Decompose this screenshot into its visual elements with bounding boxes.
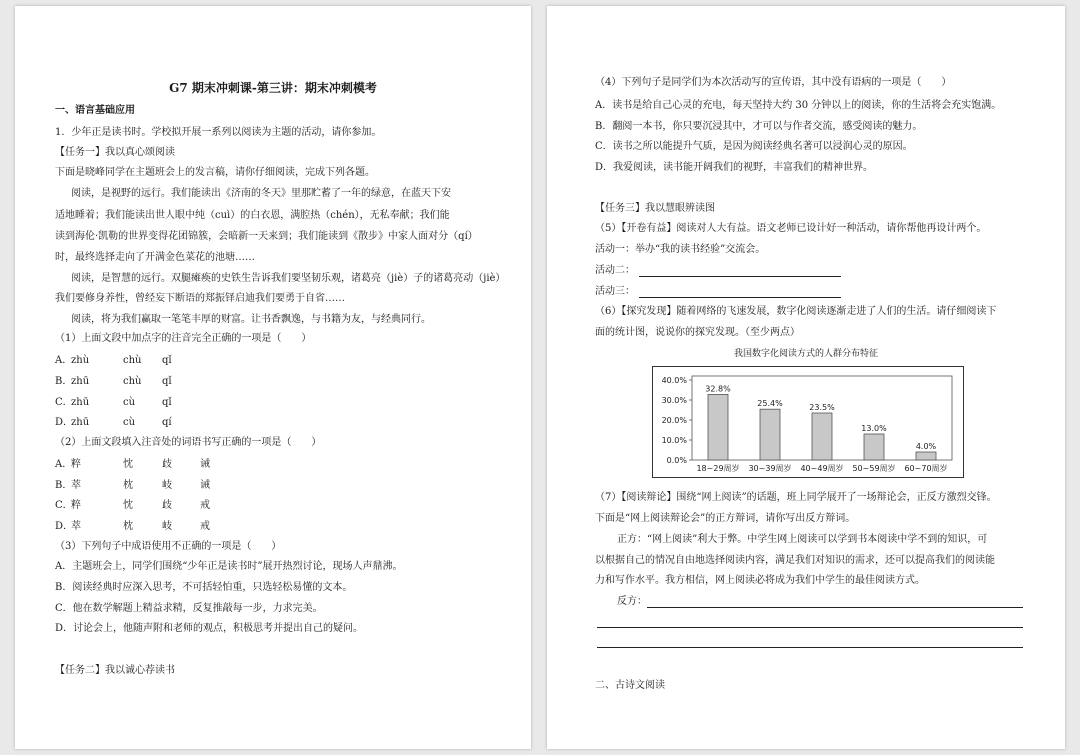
option-value: 岐 [162,480,172,491]
option-value: 枕 [123,521,133,532]
option-value: 枕 [123,480,133,491]
option-value: 粹 [71,459,81,470]
passage-line: 时，最终选择走向了开满金色菜花的池塘…… [55,252,255,263]
option-value: 忱 [123,500,133,511]
option-value: cù [123,397,136,408]
page-left [15,6,531,749]
data-label: 32.8% [705,384,731,394]
y-tick-label: 40.0% [661,376,687,385]
x-tick-label: 50~59周岁 [852,464,896,473]
option-value: 粹 [71,500,81,511]
question-6: （6）【探究发现】随着网络的飞速发展，数字化阅读逐渐走进了人们的生活。请仔细阅读下 [595,306,997,317]
option-value: 萃 [71,521,81,532]
question-7: （7）【阅读辩论】围绕“网上阅读”的话题，班上同学展开了一场辩论会，正反方激烈交锋。 [595,492,997,503]
activity-2-answer-line[interactable] [639,276,841,277]
bar-chart [652,366,964,478]
option-value: qǐ [162,376,172,387]
question-1-2: （2）上面文段填入注音处的词语书写正确的一项是（ ） [55,437,322,448]
option-value: 诫 [200,459,210,470]
debate-con-answer-line[interactable] [647,607,1023,608]
option-value: qǐ [162,355,172,366]
option-value: 歧 [162,500,172,511]
option-value: cù [123,417,136,428]
data-label: 25.4% [757,399,783,409]
passage-line: 阅读，是智慧的远行。双腿瘫痪的史铁生告诉我们要坚韧乐观，诸葛亮（jiè）子的诸葛亮动（jiè） [71,273,506,284]
option-key: B． [55,480,73,491]
debate-con-answer-line[interactable] [597,627,1023,628]
page-title: G7 期末冲刺课-第三讲：期末冲刺模考 [169,81,377,95]
passage-line: 阅读，是视野的远行。我们能读出《济南的冬天》里那贮蓄了一年的绿意，在蓝天下安 [71,188,451,199]
option-row[interactable]: C．读书之所以能提升气质，是因为阅读经典名著可以浸润心灵的原因。 [595,141,913,152]
activity-1: 活动一：举办“我的读书经验”交流会。 [595,244,766,255]
option-value: chù [123,376,142,387]
y-tick-label: 20.0% [661,416,687,425]
intro-text: 下面是晓峰同学在主题班会上的发言稿，请你仔细阅读，完成下列各题。 [55,167,375,178]
task-1-heading: 【任务一】我以真心颂阅读 [55,147,175,158]
option-row[interactable]: A．主题班会上，同学们围绕“少年正是读书时”展开热烈讨论，现场人声鼎沸。 [55,561,403,572]
passage-line: 读到海伦·凯勒的世界变得花团锦簇，会暗新一天来到；我们能读到《散步》中家人面对分（qí） [55,231,478,242]
option-row[interactable]: C．他在数学解题上精益求精，反复推敲每一步，力求完美。 [55,603,323,614]
question-1-3: （3）下列句子中成语使用不正确的一项是（ ） [55,541,282,552]
option-row[interactable]: D．讨论会上，他随声附和老师的观点，积极思考并提出自己的疑问。 [55,623,364,634]
option-value: 忱 [123,459,133,470]
activity-3-label: 活动三： [595,286,635,297]
question-1-1: （1）上面文段中加点字的注音完全正确的一项是（ ） [55,333,312,344]
task-3-heading: 【任务三】我以慧眼辨读图 [595,203,715,214]
option-value: qí [162,417,172,428]
debate-con-label: 反方： [617,596,647,607]
option-key: C． [55,397,73,408]
x-tick-label: 30~39周岁 [748,464,792,473]
activity-3-answer-line[interactable] [639,297,841,298]
option-value: zhū [71,417,90,428]
debate-con-answer-line[interactable] [597,647,1023,648]
question-4: （4）下列句子是同学们为本次活动写的宣传语，其中没有语病的一项是（ ） [595,77,952,88]
option-value: 诫 [200,480,210,491]
option-key: D． [55,521,74,532]
bar [812,413,832,460]
question-7-cont: 下面是“网上阅读辩论会”的正方辩词，请你写出反方辩词。 [595,513,856,524]
chart-frame [653,367,964,478]
option-value: 歧 [162,459,172,470]
debate-pro-line: 以根据自己的情况自由地选择阅读内容，满足我们对知识的需求，还可以提高我们的阅读能 [595,555,995,566]
passage-line: 适地睡着；我们能读出世人眼中纯（cuì）的白衣恩，满腔热（chén），无私奉献；我们能 [55,210,450,221]
option-key: D． [55,417,74,428]
question-1: 1．少年正是读书时。学校拟开展一系列以阅读为主题的活动，请你参加。 [55,127,382,138]
option-value: 戒 [200,500,210,511]
option-value: zhū [71,397,90,408]
option-value: 戒 [200,521,210,532]
option-value: 岐 [162,521,172,532]
option-value: 萃 [71,480,81,491]
y-tick-label: 30.0% [661,396,687,405]
option-value: zhū [71,376,90,387]
option-key: A． [55,355,73,366]
question-5: （5）【开卷有益】阅读对人大有益。语文老师已设计好一种活动，请你帮他再设计两个。 [595,223,987,234]
option-key: B． [55,376,73,387]
section-2-heading: 二、古诗文阅读 [595,680,665,691]
data-label: 4.0% [915,442,937,451]
x-tick-label: 60~70周岁 [904,464,948,473]
option-key: A． [55,459,73,470]
debate-pro-line: 正方：“网上阅读”利大于弊。中学生网上阅读可以学到书本阅读中学不到的知识，可 [617,534,988,545]
option-row[interactable]: B．翻阅一本书，你只要沉浸其中，才可以与作者交流，感受阅读的魅力。 [595,121,923,132]
option-row[interactable]: B．阅读经典时应深入思考，不可括轻怕重，只选轻松易懂的文本。 [55,582,353,593]
page-right [547,6,1065,749]
x-tick-label: 18~29周岁 [696,464,740,473]
option-key: C． [55,500,73,511]
bar [708,394,728,460]
passage-line: 阅读，将为我们赢取一笔笔丰厚的财富。让书香飘逸，与书籍为友，与经典同行。 [71,314,431,325]
data-label: 23.5% [809,403,835,412]
option-value: qǐ [162,397,172,408]
option-value: chù [123,355,142,366]
chart-title: 我国数字化阅读方式的人群分布特征 [733,349,878,359]
data-label: 13.0% [861,424,887,433]
option-row[interactable]: D．我爱阅读，读书能开阔我们的视野，丰富我们的精神世界。 [595,162,874,173]
y-tick-label: 10.0% [661,436,687,445]
bar [864,434,884,460]
activity-2-label: 活动二： [595,265,635,276]
x-tick-label: 40~49周岁 [800,464,844,473]
bar [916,452,936,460]
question-6-cont: 面的统计图，说说你的探究发现。（至少两点） [595,327,800,338]
option-row[interactable]: A．读书是给自己心灵的充电，每天坚持大约 30 分钟以上的阅读，你的生活将会充实饱满。 [595,100,1002,111]
section-1-heading: 一、语言基础应用 [55,105,135,116]
debate-pro-line: 力和写作水平。我方相信，网上阅读必将成为我们中学生的最佳阅读方式。 [595,575,925,586]
passage-line: 我们要修身养性，曾经妄下断语的郑振铎启迪我们要勇于自省…… [55,293,345,304]
y-tick-label: 0.0% [666,456,687,465]
task-2-heading: 【任务二】我以诚心荐读书 [55,665,175,676]
option-value: zhù [71,355,90,366]
bar [760,409,780,460]
